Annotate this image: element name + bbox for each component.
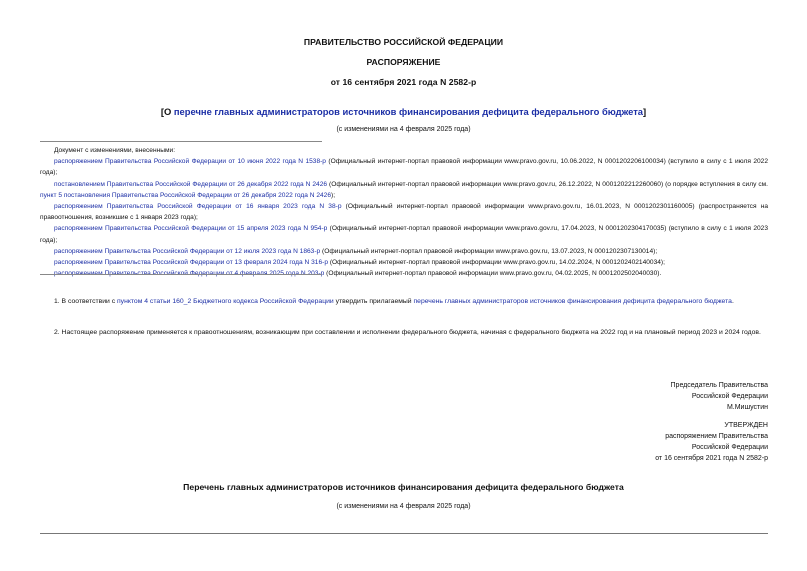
change-text: (Официальный интернет-портал правовой информации www.pravo.gov.ru, 14.02.2024, N 0001202402140034); [328,259,665,267]
approved-line: от 16 сентября 2021 года N 2582-р [655,455,768,462]
change-link[interactable]: распоряжением Правительства Российской Федерации от 4 февраля 2025 года N 203-р [54,270,325,278]
change-item [40,246,768,257]
document-date-number: от 16 сентября 2021 года N 2582-р [330,77,477,87]
change-text: ); [331,191,336,199]
signature-line: Российской Федерации [691,393,768,400]
change-link-secondary[interactable]: пункт 5 постановления Правительства Российской Федерации от 26 декабря 2022 года N 2426 [40,191,331,199]
paragraph-1 [40,297,768,308]
title-bracket-close: ] [643,106,647,117]
title-prefix: О [163,106,174,117]
change-link[interactable]: распоряжением Правительства Российской Федерации от 16 января 2023 года N 38-р [54,203,342,211]
list-amendment-note: (с изменениями на 4 февраля 2025 года) [336,503,471,510]
changes-lead: Документ с изменениями, внесенными: [54,147,176,154]
amendment-note: (с изменениями на 4 февраля 2025 года) [336,126,471,133]
change-item [40,156,768,178]
change-link[interactable]: распоряжением Правительства Российской Федерации от 12 июля 2023 года N 1863-р [54,247,321,255]
change-link[interactable]: распоряжением Правительства Российской Федерации от 13 февраля 2024 года N 316-р [54,259,328,267]
approved-line: распоряжением Правительства [665,433,768,440]
change-link[interactable]: распоряжением Правительства Российской Федерации от 15 апреля 2023 года N 954-р [54,225,328,233]
change-item [40,201,768,223]
para1-text: 1. В соответствии с [54,298,117,305]
change-item [40,179,768,201]
para1-text: утвердить прилагаемый [333,298,414,305]
divider-top [40,141,322,142]
list-link[interactable]: перечень главных администраторов источников финансирования дефицита федерального бюджета [413,298,732,305]
document-title [0,106,807,117]
paragraph-2 [40,328,768,339]
approved-heading: УТВЕРЖДЕН [724,422,768,429]
signature-block [671,380,768,413]
para2-text: 2. Настоящее распоряжение применяется к правоотношениям, возникающим при составлении и исполнении федерального бюджета, начиная с федерального бюджета на 2022 год и на плановый период 2023 и 2024 годов. [54,329,761,336]
para1-text: . [731,298,734,305]
signature-name: М.Мишустин [726,404,768,411]
change-text: (Официальный интернет-портал правовой информации www.pravo.gov.ru, 04.02.2025, N 0001202502040030). [324,270,662,278]
change-text: (Официальный интернет-портал правовой информации www.pravo.gov.ru, 16.01.2023, N 0001202301160005) (распространяется на правоотношения, возникшие с 1 января 2023 года); [40,203,768,222]
change-link[interactable]: постановлением Правительства Российской Федерации от 26 декабря 2022 года N 2426 [54,180,328,188]
list-title: Перечень главных администраторов источников финансирования дефицита федерального бюджета [183,482,624,492]
changes-list [40,145,768,279]
approved-line: Российской Федерации [691,444,768,451]
budget-code-link[interactable]: пунктом 4 статьи 160_2 Бюджетного кодекса Российской Федерации [117,298,334,305]
divider-bottom [40,274,322,275]
table-top-rule [40,533,768,534]
change-item [40,223,768,245]
change-link[interactable]: распоряжением Правительства Российской Федерации от 10 июня 2022 года N 1538-р [54,158,326,166]
document-type: РАСПОРЯЖЕНИЕ [366,57,441,67]
change-text: (Официальный интернет-портал правовой информации www.pravo.gov.ru, 10.06.2022, N 0001202206100034) (вступило в силу с 1 июля 2022 года); [40,158,768,177]
title-link[interactable]: перечне главных администраторов источников финансирования дефицита федерального бюджета [173,106,644,117]
signature-line: Председатель Правительства [670,382,768,389]
change-text: (Официальный интернет-портал правовой информации www.pravo.gov.ru, 26.12.2022, N 0001202212260060) (о порядке вступления в силу см. [327,180,768,188]
change-item [40,257,768,268]
change-text: (Официальный интернет-портал правовой информации www.pravo.gov.ru, 17.04.2023, N 0001202304170035) (вступило в силу с 1 июля 2023 года); [40,225,768,244]
government-heading: ПРАВИТЕЛЬСТВО РОССИЙСКОЙ ФЕДЕРАЦИИ [303,37,504,47]
approved-block [655,420,768,464]
change-text: (Официальный интернет-портал правовой информации www.pravo.gov.ru, 13.07.2023, N 0001202307130014); [320,247,658,255]
title-bracket-open: [ [160,106,164,117]
